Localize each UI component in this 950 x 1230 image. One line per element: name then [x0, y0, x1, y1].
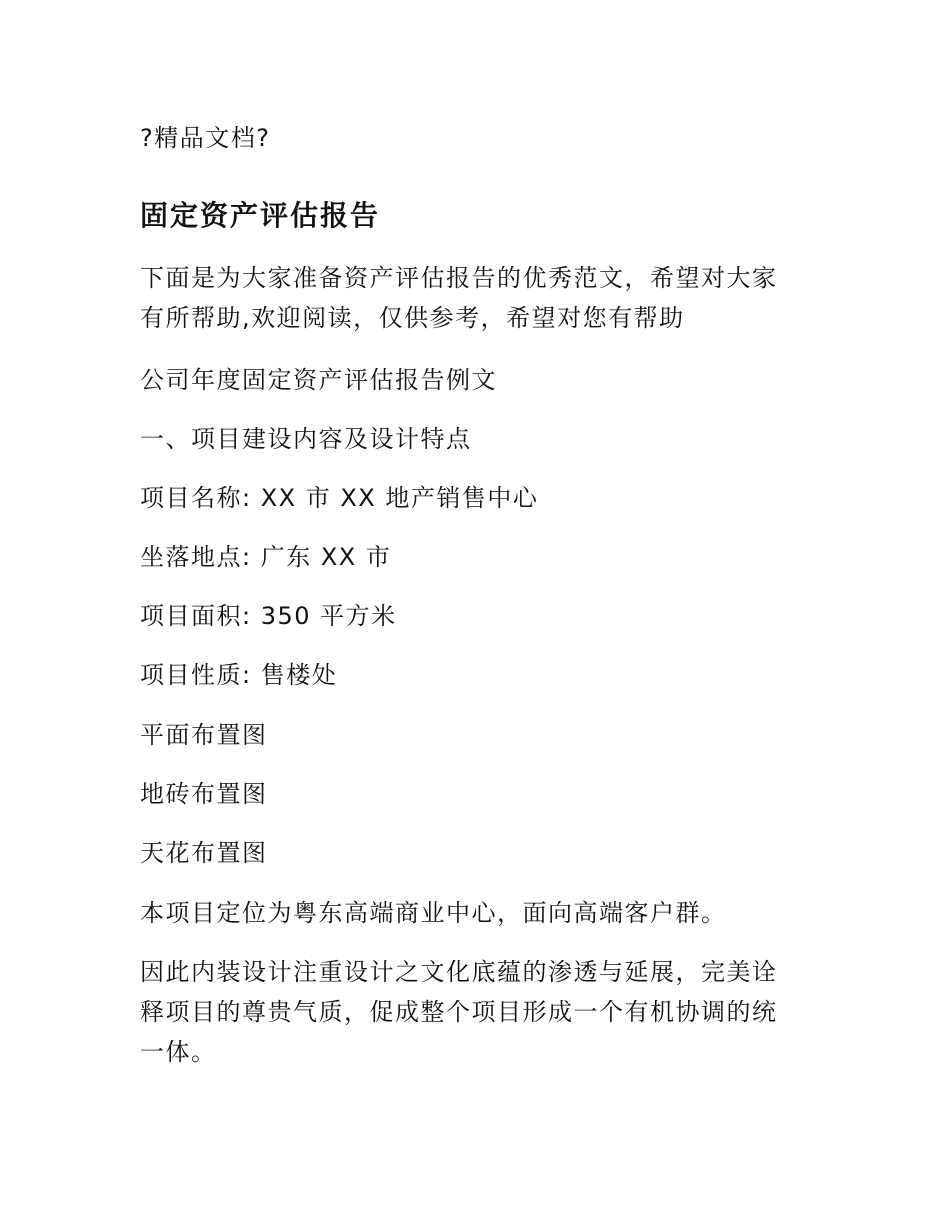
- positioning-paragraph: 本项目定位为粤东高端商业中心，面向高端客户群。: [140, 899, 727, 927]
- location-line: 坐落地点: 广东 XX 市: [140, 543, 392, 571]
- intro-paragraph: 下面是为大家准备资产评估报告的优秀范文，希望对大家有所帮助,欢迎阅读，仅供参考，希望对您有帮助: [140, 264, 778, 332]
- document-title: 固定资产评估报告: [140, 199, 381, 232]
- design-concept-paragraph: 因此内装设计注重设计之文化底蕴的渗透与延展，完美诠释项目的尊贵气质，促成整个项目形成一个有机协调的统一体。: [140, 958, 778, 1066]
- floor-plan-caption: 平面布置图: [140, 721, 268, 749]
- document-header-mark: ?精品文档?: [140, 124, 271, 152]
- project-name-line: 项目名称: XX 市 XX 地产销售中心: [140, 484, 539, 512]
- tile-plan-caption: 地砖布置图: [140, 780, 268, 808]
- area-line: 项目面积: 350 平方米: [140, 602, 397, 630]
- nature-line: 项目性质: 售楼处: [140, 661, 338, 689]
- section-heading-1: 一、项目建设内容及设计特点: [140, 425, 472, 453]
- ceiling-plan-caption: 天花布置图: [140, 839, 268, 867]
- subtitle: 公司年度固定资产评估报告例文: [140, 366, 497, 394]
